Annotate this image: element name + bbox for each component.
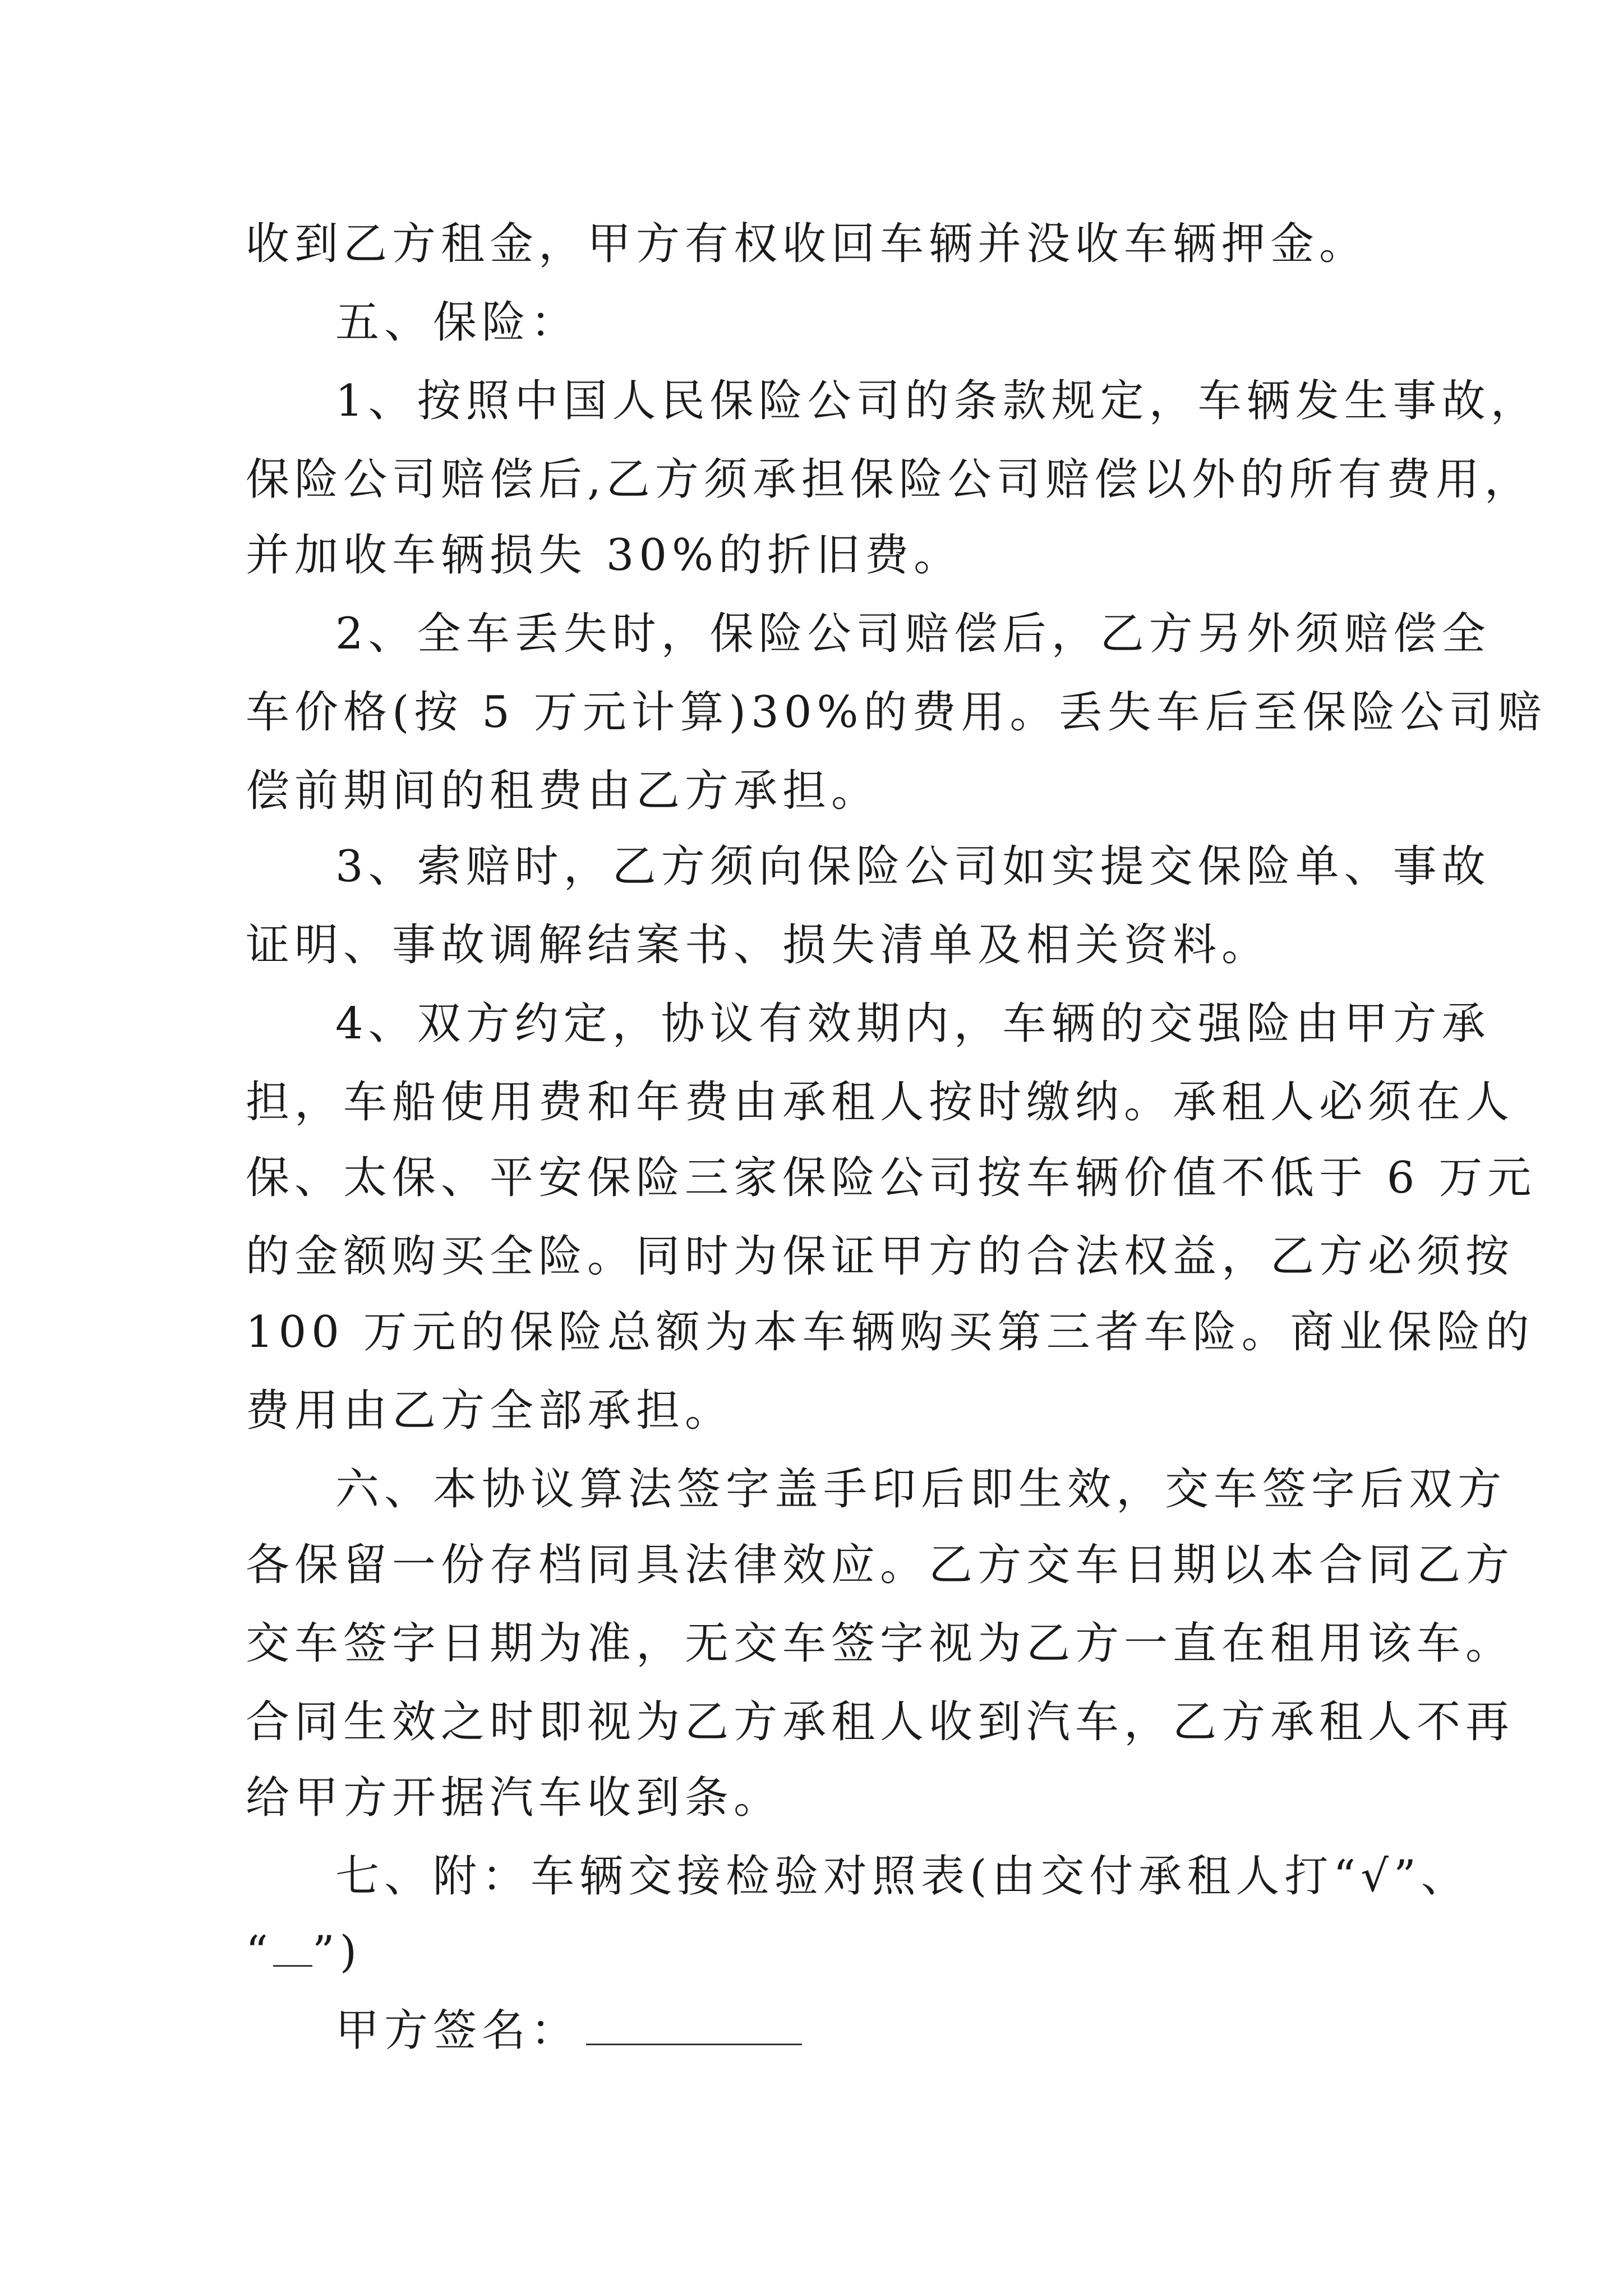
text-line: 4、双方约定，协议有效期内，车辆的交强险由甲方承 [335,999,1491,1049]
section-heading: 五、保险： [335,297,580,348]
text-line: 3、索赔时，乙方须向保险公司如实提交保险单、事故 [335,841,1491,892]
text-line: 担，车船使用费和年费由承租人按时缴纳。承租人必须在人 [246,1077,1515,1128]
quote-blank-line [246,1924,1423,1980]
text-line: 六、本协议算法签字盖手印后即生效，交车签字后双方 [335,1464,1507,1515]
text-line: 交车签字日期为准，无交车签字视为乙方一直在租用该车。 [246,1618,1515,1669]
blank-mark [273,1963,312,1967]
text-line: 费用由乙方全部承担。 [246,1386,734,1436]
text-line: 1、按照中国人民保险公司的条款规定，车辆发生事故， [335,376,1539,426]
text-line: 收到乙方租金，甲方有权收回车辆并没收车辆押金。 [246,219,1368,269]
signature-blank[interactable] [586,2041,802,2045]
open-quote: “ [246,1927,273,1977]
text-line: 合同生效之时即视为乙方承租人收到汽车，乙方承租人不再 [246,1697,1515,1747]
text-line: 给甲方开据汽车收到条。 [246,1773,783,1823]
text-line: 证明、事故调解结案书、损失清单及相关资料。 [246,920,1271,970]
close-quote: ”) [312,1927,362,1977]
text-line: 2、全车丢失时，保险公司赔偿后，乙方另外须赔偿全 [335,609,1491,659]
text-line: 的金额购买全险。同时为保证甲方的合法权益，乙方必须按 [246,1231,1515,1282]
text-line: 偿前期间的租费由乙方承担。 [246,766,880,816]
text-line: 七、附：车辆交接检验对照表(由交付承租人打“√”、 [335,1851,1470,1902]
text-line: 车价格(按 5 万元计算)30%的费用。丢失车后至保险公司赔 [246,687,1547,738]
text-line: 保、太保、平安保险三家保险公司按车辆价值不低于 6 万元 [246,1153,1537,1203]
text-line: 保险公司赔偿后,乙方须承担保险公司赔偿以外的所有费用， [246,454,1533,505]
text-line: 各保留一份存档同具法律效应。乙方交车日期以本合同乙方 [246,1540,1515,1590]
text-line: 100 万元的保险总额为本车辆购买第三者车险。商业保险的 [246,1307,1534,1358]
signature-label: 甲方签名： [335,2005,580,2056]
signature-line [335,2003,1513,2059]
text-line: 并加收车辆损失 30%的折旧费。 [246,530,963,581]
